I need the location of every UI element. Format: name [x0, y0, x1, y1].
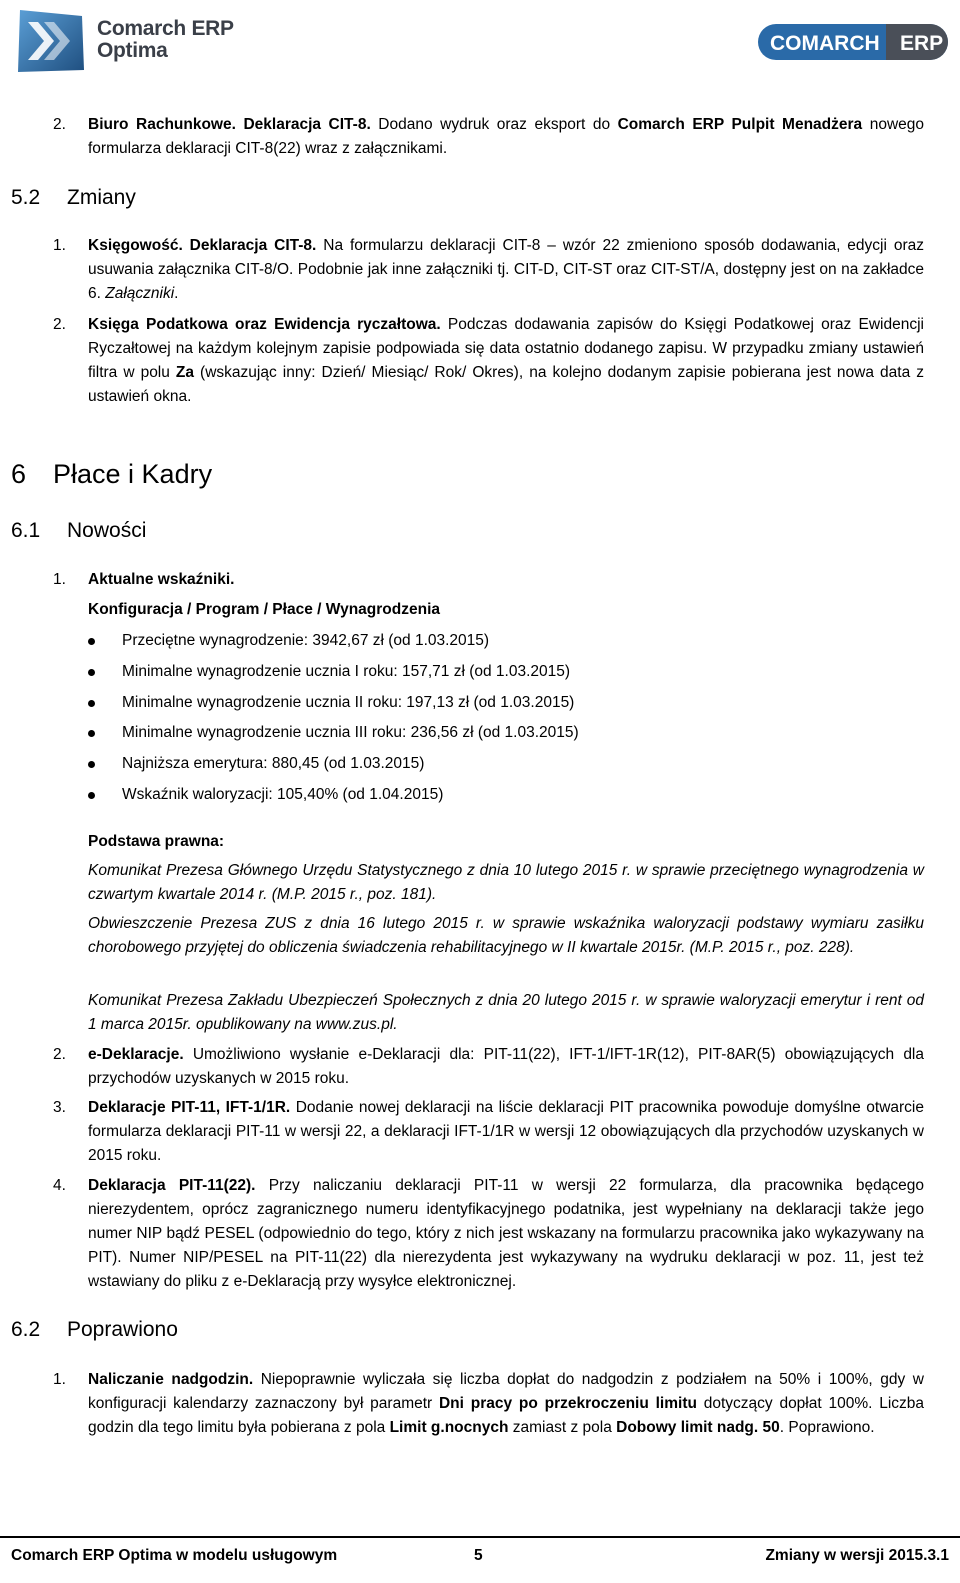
item-emphasis: Dobowy limit nadg. 50: [616, 1419, 780, 1436]
bullet-icon: [88, 638, 95, 645]
list-item: [88, 313, 924, 409]
item-text: zamiast z pola: [508, 1419, 617, 1436]
item-title: Naliczanie nadgodzin.: [88, 1371, 254, 1388]
chapter-number: 6: [11, 459, 27, 489]
list-number: 1.: [53, 1371, 66, 1388]
item-title: Księga Podatkowa oraz Ewidencja ryczałtowa.: [88, 316, 441, 333]
bullet-text: Minimalne wynagrodzenie ucznia I roku: 157,71 zł (od 1.03.2015): [122, 663, 571, 680]
section-number: 5.2: [11, 186, 41, 209]
item-title: e-Deklaracje.: [88, 1046, 184, 1063]
item-text: . Poprawiono.: [779, 1419, 875, 1436]
list-number: 4.: [53, 1177, 66, 1194]
bullet-text: Minimalne wynagrodzenie ucznia III roku: 236,56 zł (od 1.03.2015): [122, 724, 579, 741]
list-item: [88, 234, 924, 306]
logo-comarch-text: COMARCH: [770, 32, 880, 55]
section-heading: [11, 185, 136, 211]
list-number: 3.: [53, 1099, 66, 1116]
item-text: .: [174, 285, 179, 302]
item-text: Dodano wydruk oraz eksport do: [370, 116, 618, 133]
item-emphasis: Limit g.nocnych: [389, 1419, 509, 1436]
legal-reference: Komunikat Prezesa Zakładu Ubezpieczeń Społecznych z dnia 20 lutego 2015 r. w sprawie waloryzacji emerytur i rent od 1 marca 2015r. opublikowany na www.zus.pl.: [88, 992, 924, 1033]
legal-reference: Obwieszczenie Prezesa ZUS z dnia 16 lutego 2015 r. w sprawie wskaźnika waloryzacji podstawy wymiaru zasiłku chorobowego przyjętej do obliczenia świadczenia rehabilitacyjnego w II kwartale 2015r. (M.P. 2015 r., poz. 228).: [88, 915, 924, 956]
list-number: 2.: [53, 116, 66, 133]
item-text: (wskazując inny: Dzień/ Miesiąc/ Rok/ Okres), na kolejno dodanym zapisie pobierana jest nowa data z ustawień okna.: [88, 364, 924, 405]
item-title: Deklaracja PIT-11(22).: [88, 1177, 256, 1194]
brand-line-1: Comarch ERP: [97, 17, 234, 40]
section-heading: [11, 1317, 178, 1343]
list-item: [88, 1096, 924, 1168]
list-item: [88, 1368, 924, 1440]
section-title: Nowości: [67, 519, 147, 542]
section-number: 6.2: [11, 1318, 41, 1341]
item-title: Księgowość. Deklaracja CIT-8.: [88, 237, 317, 254]
bullet-text: Wskaźnik waloryzacji: 105,40% (od 1.04.2015): [122, 786, 444, 803]
list-item: [88, 113, 924, 161]
menu-path: Konfiguracja / Program / Płace / Wynagrodzenia: [88, 601, 440, 618]
legal-basis-title: Podstawa prawna:: [88, 833, 225, 850]
list-number: 2.: [53, 316, 66, 333]
footer-divider: [0, 1536, 960, 1538]
item-text: Na formularzu deklaracji CIT-8 – wzór 22 zmieniono sposób dodawania, edycji oraz usuwania załącznika CIT-8/O. Podobnie jak inne załączniki tj. CIT-D, CIT-ST oraz CIT-ST/A, dostępny jest on na zakładce 6.: [88, 237, 924, 302]
page-header: [0, 0, 960, 80]
footer-left: Comarch ERP Optima w modelu usługowym: [11, 1547, 338, 1564]
bullet-icon: [88, 761, 95, 768]
list-item: [88, 568, 924, 592]
bullet-icon: [88, 792, 95, 799]
list-number: 1.: [53, 237, 66, 254]
bullet-text: Minimalne wynagrodzenie ucznia II roku: 197,13 zł (od 1.03.2015): [122, 694, 575, 711]
item-emphasis: Dni pracy po przekroczeniu limitu: [438, 1395, 697, 1412]
brand-name: [97, 18, 234, 62]
bullet-icon: [88, 700, 95, 707]
comarch-erp-optima-logo-icon: [14, 8, 88, 74]
logo-erp-text: ERP: [900, 32, 944, 55]
item-title: Deklaracje PIT-11, IFT-1/1R.: [88, 1099, 291, 1116]
section-title: Zmiany: [67, 186, 136, 209]
list-number: 2.: [53, 1046, 66, 1063]
bullet-icon: [88, 669, 95, 676]
item-emphasis: Comarch ERP Pulpit Menadżera: [617, 116, 863, 133]
item-text: Podczas dodawania zapisów do Księgi Podatkowej oraz Ewidencji Ryczałtowej na każdym kolejnym zapisie podpowiada się data ostatnio dodanego zapisu. W przypadku zmiany ustawień filtra w polu: [88, 316, 924, 381]
item-emphasis: Za: [175, 364, 195, 381]
chapter-heading: [11, 458, 212, 490]
section-heading: [11, 518, 146, 544]
bullet-text: Przeciętne wynagrodzenie: 3942,67 zł (od 1.03.2015): [122, 632, 490, 649]
footer-right: Zmiany w wersji 2015.3.1: [765, 1547, 949, 1564]
item-text: dotyczący dopłat 100%. Liczba godzin dla tego limitu była pobierana z pola: [88, 1395, 925, 1436]
brand-line-2: Optima: [97, 39, 168, 62]
chapter-title: Płace i Kadry: [53, 459, 213, 489]
bullet-icon: [88, 730, 95, 737]
list-item: [88, 1043, 924, 1091]
item-text: Dodanie nowej deklaracji na liście deklaracji PIT pracownika powoduje domyślne otwarcie formularza deklaracji PIT-11 w wersji 22, a deklaracji IFT-1/1R w wersji 12 obowiązujących dla przychodów uzyskanych w 2015 roku.: [88, 1099, 924, 1164]
item-text: Umożliwiono wysłanie e-Deklaracji dla: PIT-11(22), IFT-1/IFT-1R(12), PIT-8AR(5) obowiązujących dla przychodów uzyskanych w 2015 roku.: [88, 1046, 924, 1087]
comarch-erp-logo-icon: [758, 22, 948, 62]
item-italic: Załączniki: [105, 285, 175, 302]
item-text: Niepoprawnie wyliczała się liczba dopłat do nadgodzin z podziałem na 50% i 100%, gdy w konfiguracji kalendarzy zaznaczony był parametr: [88, 1371, 924, 1412]
page-number: 5: [474, 1547, 483, 1564]
item-text: Przy naliczaniu deklaracji PIT-11 w wersji 22 formularza, dla pracownika będącego nierezydentem, oprócz zagranicznego numeru identyfikacyjnego podatnika, jest wypełniany na deklaracji także jego numer NIP bądź PESEL (odpowiednio do tego, który z nich jest wskazany na formularzu pracownika jako wykazywany na PIT). Numer NIP/PESEL na PIT-11(22) dla nierezydenta jest wykazywany na wydruku deklaracji w poz. 11, jest też wstawiany do pliku z e-Deklaracją przy wysyłce elektronicznej.: [88, 1177, 924, 1290]
item-text: nowego formularza deklaracji CIT-8(22) wraz z załącznikami.: [88, 116, 925, 157]
section-number: 6.1: [11, 519, 41, 542]
list-number: 1.: [53, 571, 66, 588]
list-item: [88, 1174, 924, 1294]
bullet-text: Najniższa emerytura: 880,45 (od 1.03.2015): [122, 755, 425, 772]
item-title: Aktualne wskaźniki.: [88, 571, 235, 588]
item-title: Biuro Rachunkowe. Deklaracja CIT-8.: [88, 116, 371, 133]
legal-reference: Komunikat Prezesa Głównego Urzędu Statystycznego z dnia 10 lutego 2015 r. w sprawie przeciętnego wynagrodzenia w czwartym kwartale 2014 r. (M.P. 2015 r., poz. 181).: [88, 862, 924, 903]
section-title: Poprawiono: [67, 1318, 178, 1341]
